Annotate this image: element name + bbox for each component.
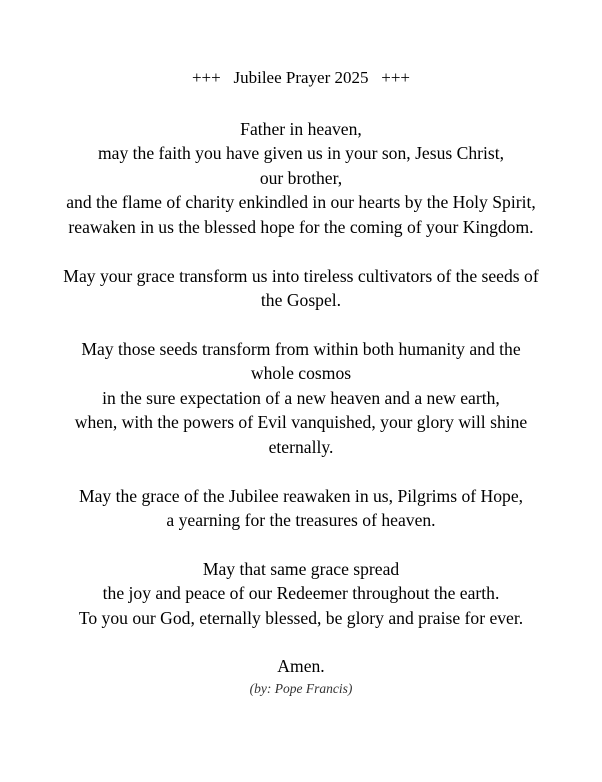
author-byline: (by: Pope Francis) [249,681,353,696]
stanza-line: the Gospel. [260,290,342,311]
stanza-line: whole cosmos [250,363,352,384]
stanza-line: a yearning for the treasures of heaven. [166,510,436,531]
stanza-jubilee [0,484,602,533]
stanza-line: May those seeds transform from within both humanity and the [81,339,521,359]
stanza-grace [0,264,602,313]
closing-amen: Amen. [277,656,325,676]
stanza-line: the joy and peace of our Redeemer throughout the earth. [102,583,500,604]
stanza-line: To you our God, eternally blessed, be glory and praise for ever. [78,607,524,628]
stanza-seeds [0,337,602,459]
stanza-line: eternally. [268,436,334,457]
prayer-title: +++ Jubilee Prayer 2025 +++ [191,68,411,87]
stanza-line: when, with the powers of Evil vanquished, your glory will shine [74,412,528,433]
stanza-line: May the grace of the Jubilee reawaken in us, Pilgrims of Hope, [78,486,524,506]
stanza-line: May your grace transform us into tireless cultivators of the seeds of [63,266,539,286]
stanza-line: May that same grace spread [202,559,400,579]
stanza-doxology [0,557,602,630]
stanza-line: may the faith you have given us in your son, Jesus Christ, [97,143,505,164]
stanza-line: and the flame of charity enkindled in our hearts by the Holy Spirit, [66,192,536,213]
stanza-line: Father in heaven, [240,119,362,139]
stanza-line: in the sure expectation of a new heaven and a new earth, [102,387,500,408]
stanza-opening [0,117,602,239]
stanza-line: reawaken in us the blessed hope for the coming of your Kingdom. [68,216,534,237]
stanza-line: our brother, [259,167,343,188]
